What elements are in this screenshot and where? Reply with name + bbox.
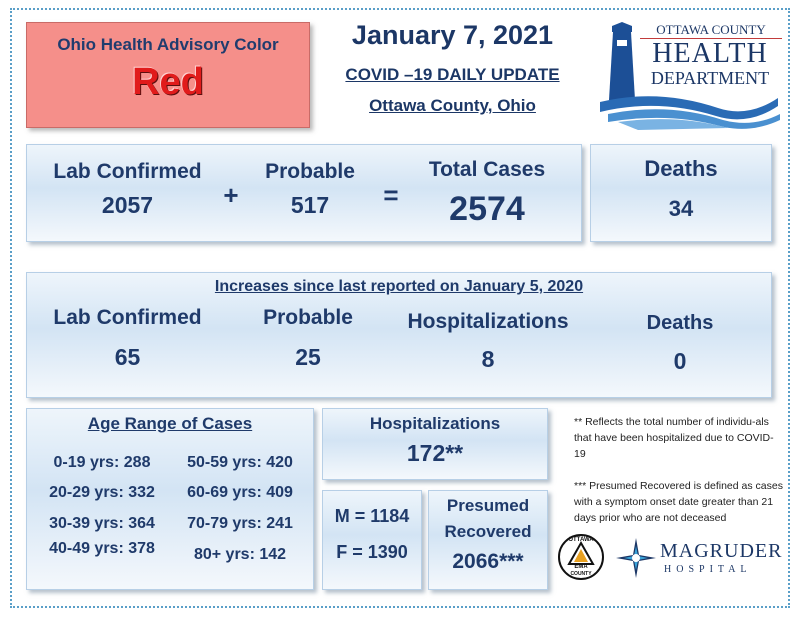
advisory-box	[26, 22, 310, 128]
hospitalizations-value: 172**	[406, 440, 464, 466]
inc-lab-label: Lab Confirmed	[53, 306, 202, 329]
advisory-label: Ohio Health Advisory Color	[57, 35, 279, 54]
gender-panel	[322, 490, 422, 590]
lab-confirmed-value: 2057	[101, 192, 154, 218]
logo-line1: OTTAWA COUNTY	[640, 22, 782, 39]
age-20-29: 20-29 yrs: 332	[49, 484, 155, 501]
age-50-59: 50-59 yrs: 420	[187, 454, 293, 471]
age-0-19: 0-19 yrs: 288	[53, 454, 151, 471]
advisory-color: Red	[132, 61, 204, 103]
increases-heading: Increases since last reported on January 5, 2020	[214, 278, 584, 295]
age-60-69: 60-69 yrs: 409	[187, 484, 293, 501]
hospitalization-footnote: ** Reflects the total number of individu-als that have been hospitalized due to COVID-19	[574, 416, 774, 460]
magruder-subtitle: HOSPITAL	[664, 564, 752, 575]
compass-star-icon	[616, 538, 656, 578]
header	[320, 18, 585, 116]
age-30-39: 30-39 yrs: 364	[49, 515, 155, 532]
deaths-label: Deaths	[644, 156, 718, 181]
equals-sign: =	[383, 180, 399, 210]
inc-hosp-label: Hospitalizations	[407, 310, 569, 333]
age-40-49: 40-49 yrs: 378	[49, 540, 155, 557]
ema-mid-text: EMA	[574, 564, 588, 570]
deaths-value: 34	[668, 196, 694, 221]
inc-probable-label: Probable	[263, 306, 353, 329]
total-cases-value: 2574	[449, 190, 525, 228]
recovered-value: 2066***	[452, 550, 524, 573]
plus-sign: +	[223, 180, 239, 210]
recovered-label-2: Recovered	[444, 522, 532, 541]
female-count: F = 1390	[336, 542, 408, 562]
age-range-heading: Age Range of Cases	[87, 414, 253, 433]
inc-probable-value: 25	[295, 344, 321, 370]
probable-value: 517	[290, 192, 330, 218]
recovered-label-1: Presumed	[446, 496, 530, 515]
magruder-name: MAGRUDER	[660, 540, 783, 562]
age-70-79: 70-79 yrs: 241	[187, 515, 293, 532]
age-80-plus: 80+ yrs: 142	[193, 546, 287, 563]
logo-line3: DEPARTMENT	[650, 68, 770, 88]
lab-confirmed-label: Lab Confirmed	[53, 160, 202, 183]
probable-label: Probable	[265, 160, 355, 183]
inc-deaths-value: 0	[673, 348, 687, 374]
inc-hosp-value: 8	[481, 346, 495, 372]
ema-logo	[556, 530, 606, 584]
hospitalizations-label: Hospitalizations	[369, 414, 501, 433]
inc-lab-value: 65	[114, 344, 141, 370]
male-count: M = 1184	[334, 506, 410, 526]
report-date: January 7, 2021	[351, 20, 554, 50]
recovered-footnote: *** Presumed Recovered is defined as cases with a symptom onset date greater than 21 days prior who are not deceased	[574, 480, 783, 524]
ema-bottom-text: COUNTY	[570, 571, 592, 577]
magruder-logo	[616, 536, 786, 582]
inc-deaths-label: Deaths	[646, 312, 714, 334]
logo-line2: HEALTH	[652, 38, 768, 69]
report-location: Ottawa County, Ohio	[369, 96, 536, 115]
ema-top-text: OTTAWA	[568, 537, 594, 543]
report-title: COVID –19 DAILY UPDATE	[345, 65, 560, 84]
total-cases-label: Total Cases	[428, 158, 546, 181]
health-department-logo	[598, 18, 782, 130]
